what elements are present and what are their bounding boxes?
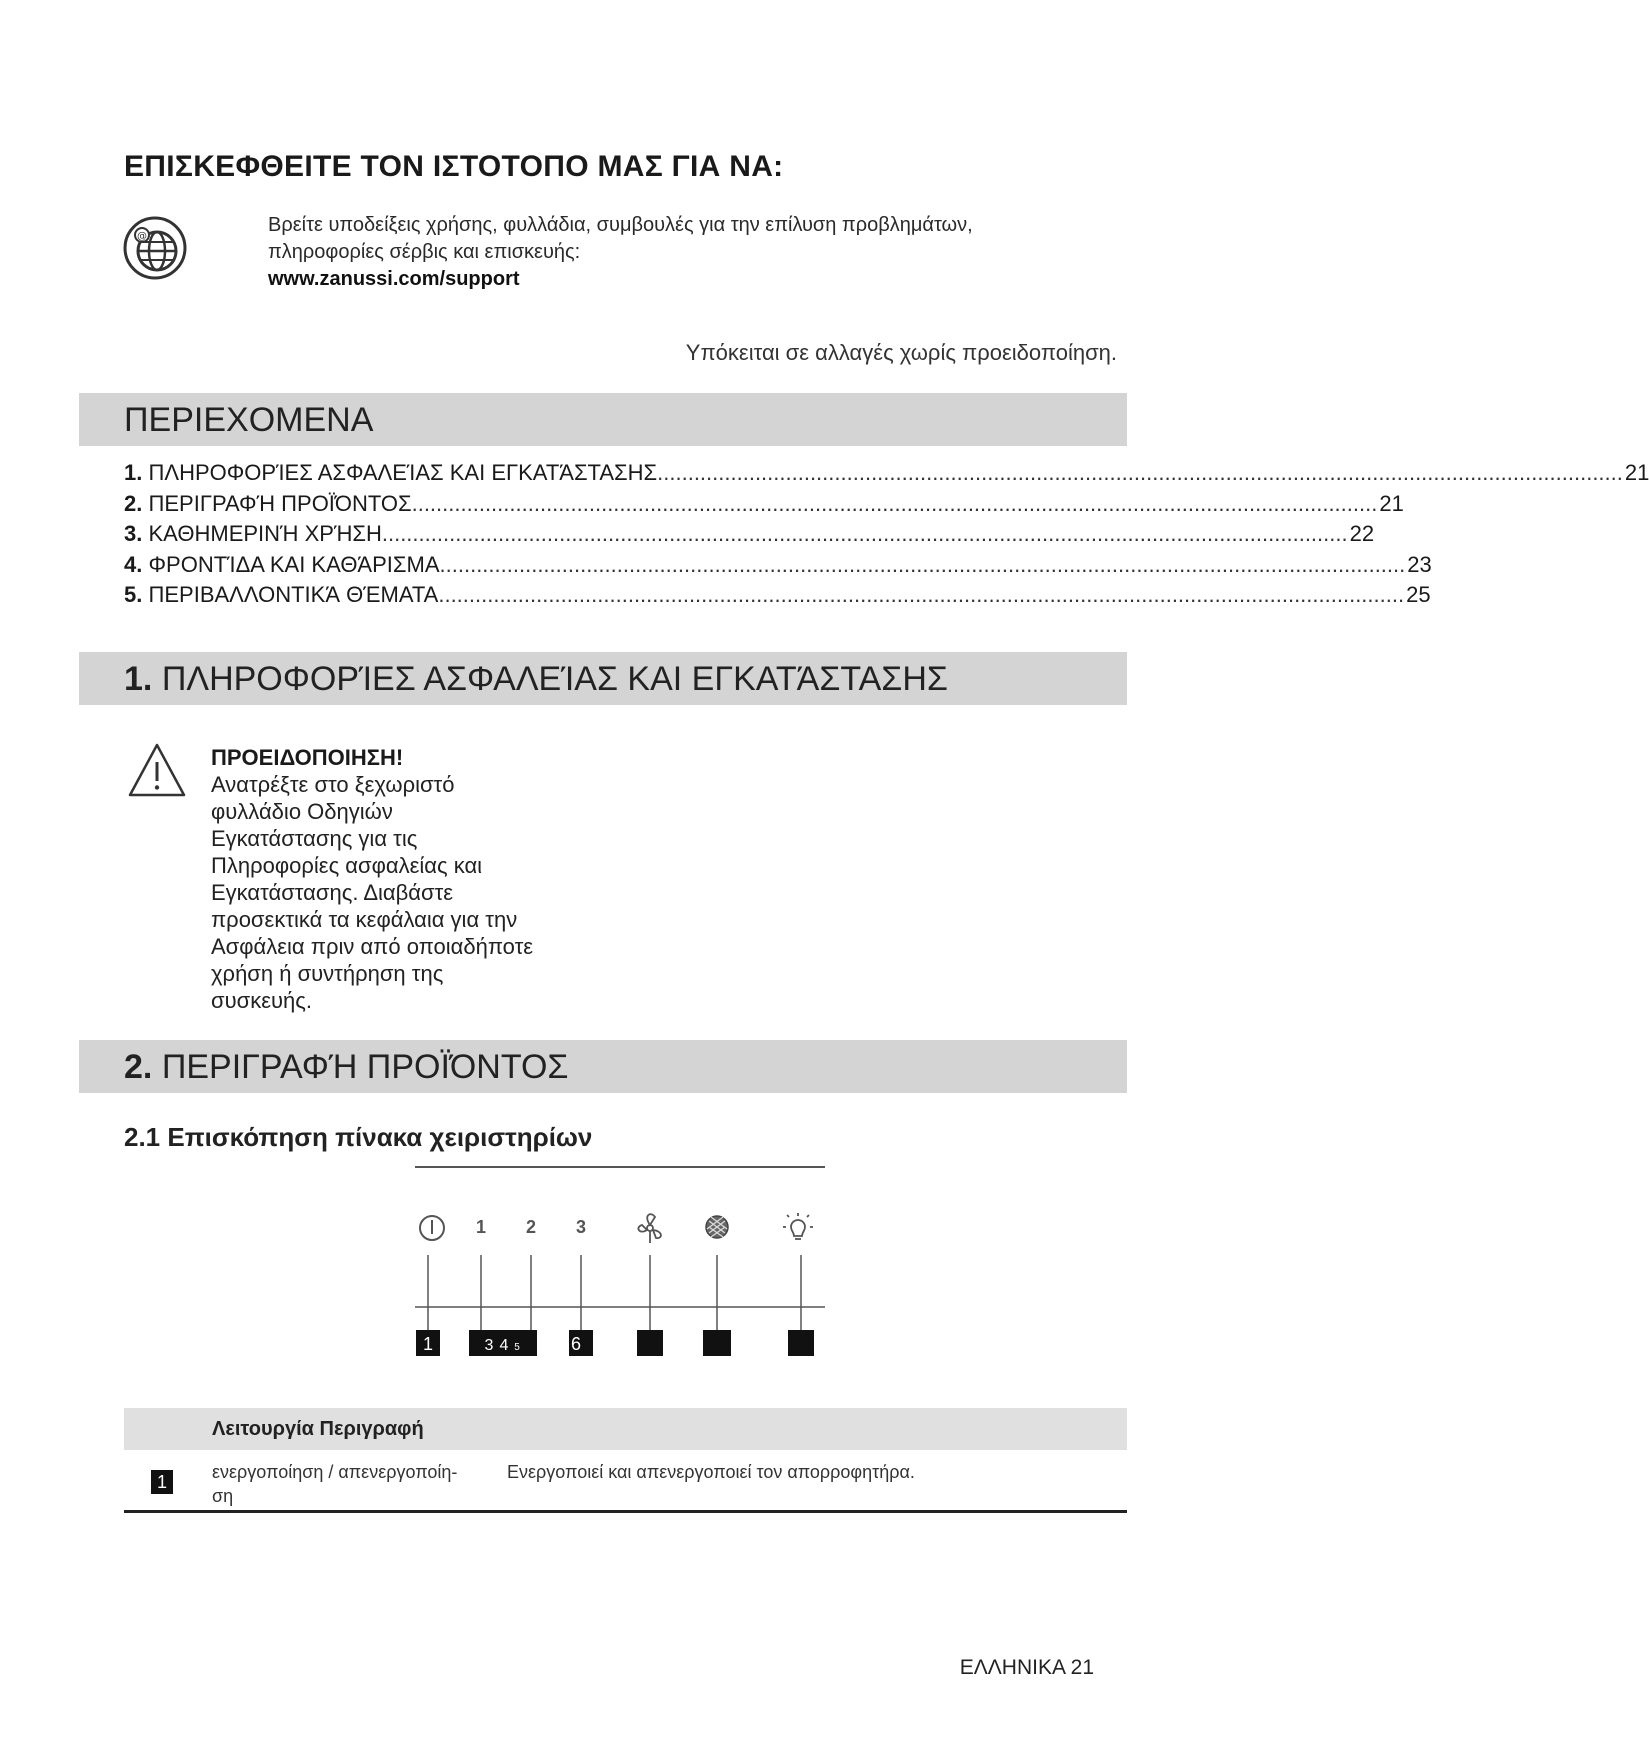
row-number-badge: 1 [151, 1470, 173, 1494]
function-description: Ενεργοποιεί και απενεργοποιεί τον απορροφητήρα. [507, 1462, 915, 1482]
toc-header [79, 393, 1127, 446]
toc-item[interactable] [124, 460, 1649, 491]
toc-item-page: 23 [1407, 551, 1432, 577]
warning-line: Πληροφορίες ασφαλείας και [211, 853, 483, 878]
toc-item-label: ΠΛΗΡΟΦΟΡΊΕΣ ΑΣΦΑΛΕΊΑΣ ΚΑΙ ΕΓΚΑΤΆΣΤΑΣΗΣ [148, 460, 658, 485]
speed-2-label: 2 [525, 1217, 537, 1237]
callout-badge [703, 1330, 731, 1356]
callout-badge [514, 1330, 537, 1356]
warning-line: χρήση ή συντήρηση της [211, 961, 444, 986]
toc-item-page: 21 [1379, 490, 1404, 516]
svg-text:4: 4 [499, 1337, 509, 1354]
toc-item-page: 21 [1624, 460, 1649, 485]
toc-leader: .............................................................................................................................................................. [438, 582, 1405, 607]
table-bottom-rule [124, 1510, 1127, 1513]
toc-leader: .............................................................................................................................................................. [439, 551, 1406, 577]
speed-1-label: 1 [475, 1217, 487, 1237]
support-link[interactable]: www.zanussi.com/support [268, 268, 520, 290]
function-name-line: ση [212, 1486, 234, 1506]
visit-line-1: Βρείτε υποδείξεις χρήσης, φυλλάδια, συμβουλές για την επίλυση προβλημάτων, [268, 214, 973, 236]
control-panel-diagram [415, 1165, 825, 1365]
callout-badge [493, 1330, 515, 1356]
callout-badge [788, 1330, 814, 1356]
toc-item-label: ΚΑΘΗΜΕΡΙΝΉ ΧΡΉΣΗ [148, 521, 382, 546]
callout-badge [469, 1330, 494, 1356]
toc-item-number: 2. [124, 490, 143, 516]
section-2-title: 2. ΠΕΡΙΓΡΑΦΉ ΠΡΟΪΌΝΤΟΣ [124, 1048, 569, 1086]
callout-badge [416, 1330, 440, 1356]
globe-icon [122, 215, 188, 281]
speed-3-label: 3 [575, 1217, 587, 1237]
toc-item[interactable] [124, 490, 1404, 522]
warning-line: Ανατρέξτε στο ξεχωριστό [211, 772, 455, 797]
warning-line: Εγκατάστασης για τις [211, 826, 418, 851]
fan-icon [638, 1214, 661, 1243]
power-icon [420, 1216, 444, 1240]
warning-line: συσκευής. [211, 988, 312, 1013]
toc-item-number: 3. [124, 521, 143, 546]
grease-filter-icon [706, 1216, 728, 1238]
table-header-label: Λειτουργία Περιγραφή [212, 1418, 424, 1440]
toc-item-number: 4. [124, 551, 143, 577]
svg-text:6: 6 [570, 1334, 582, 1354]
callout-badge [637, 1330, 663, 1356]
toc-leader: .............................................................................................................................................................. [381, 521, 1348, 546]
warning-line: Εγκατάστασης. Διαβάστε [211, 880, 454, 905]
light-icon [783, 1213, 813, 1239]
svg-text:3: 3 [484, 1337, 494, 1354]
warning-line: Ασφάλεια πριν από οποιαδήποτε [211, 934, 534, 959]
toc-item[interactable] [124, 521, 1375, 552]
svg-text:@: @ [137, 231, 147, 242]
toc-item-label: ΠΕΡΙΓΡΑΦΉ ΠΡΟΪΌΝΤΟΣ [148, 490, 412, 516]
section-1-header [79, 652, 1127, 705]
warning-line: προσεκτικά τα κεφάλαια για την [211, 907, 518, 932]
toc-item-page: 22 [1349, 521, 1375, 546]
toc-title: ΠΕΡΙΕΧΟΜΕΝΑ [124, 401, 374, 439]
function-name [212, 1460, 482, 1508]
page-footer: ΕΛΛΗΝΙΚΑ 21 [959, 1656, 1094, 1679]
toc-leader: .............................................................................................................................................................. [657, 460, 1623, 485]
control-panel-subtitle: 2.1 Επισκόπηση πίνακα χειριστηρίων [124, 1122, 593, 1152]
visit-line-2: πληροφορίες σέρβις και επισκευής: [268, 241, 581, 263]
callout-badge [569, 1330, 593, 1356]
toc-item-label: ΦΡΟΝΤΊΔΑ ΚΑΙ ΚΑΘΆΡΙΣΜΑ [148, 551, 440, 577]
svg-text:1: 1 [422, 1334, 434, 1354]
svg-text:5: 5 [514, 1342, 520, 1353]
toc-item-label: ΠΕΡΙΒΑΛΛΟΝΤΙΚΆ ΘΈΜΑΤΑ [148, 582, 439, 607]
warning-icon [127, 742, 187, 798]
change-notice: Υπόκειται σε αλλαγές χωρίς προειδοποίηση. [685, 340, 1117, 365]
function-name-line: ενεργοποίηση / απενεργοποίη- [212, 1462, 458, 1482]
warning-text [211, 771, 591, 1014]
toc-item-page: 25 [1406, 582, 1431, 607]
toc-item-number: 1. [124, 460, 143, 485]
warning-line: φυλλάδιο Οδηγιών [211, 799, 393, 824]
visit-text [268, 212, 1168, 293]
visit-title: ΕΠΙΣΚΕΦΘΕΙΤΕ ΤΟΝ ΙΣΤΟΤΟΠΟ ΜΑΣ ΓΙΑ ΝΑ: [124, 150, 784, 183]
table-of-contents [124, 460, 1649, 613]
toc-item[interactable] [124, 582, 1431, 613]
section-1-title: 1. ΠΛΗΡΟΦΟΡΊΕΣ ΑΣΦΑΛΕΊΑΣ ΚΑΙ ΕΓΚΑΤΆΣΤΑΣΗΣ [124, 660, 948, 698]
section-2-header [79, 1040, 1127, 1093]
toc-leader: .............................................................................................................................................................. [411, 490, 1378, 516]
toc-item[interactable] [124, 551, 1432, 583]
function-table-header [124, 1408, 1127, 1450]
toc-item-number: 5. [124, 582, 143, 607]
warning-title: ΠΡΟΕΙΔΟΠΟΙΗΣΗ! [211, 745, 404, 770]
